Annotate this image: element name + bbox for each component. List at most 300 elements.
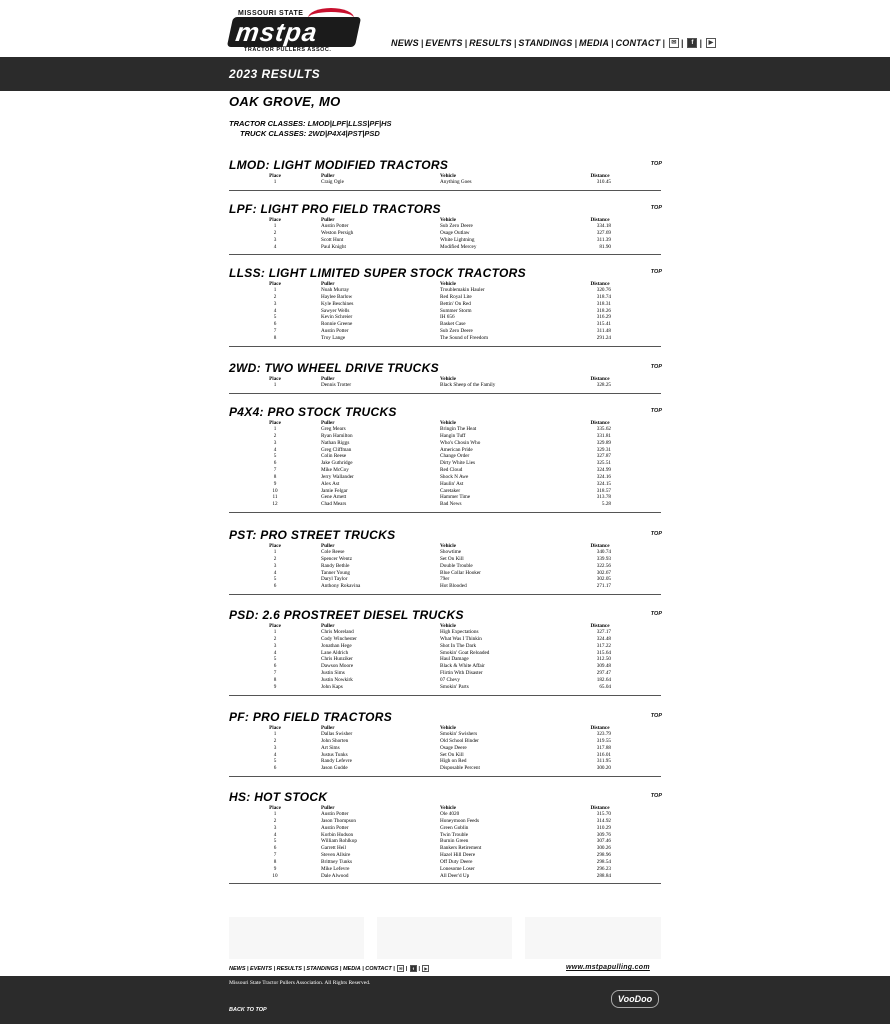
vehicle-cell: Blue Collar Hooker	[440, 569, 481, 576]
column-header-place: Place	[269, 281, 281, 287]
table-row	[229, 433, 625, 440]
distance-cell: 309.76	[596, 831, 611, 838]
results-section	[229, 267, 661, 347]
table-row	[229, 335, 625, 342]
table-row	[229, 873, 625, 880]
distance-cell: 297.47	[596, 670, 611, 677]
distance-cell: 302.67	[596, 569, 611, 576]
logo-main-text: mstpa	[233, 17, 320, 47]
site-header	[0, 0, 890, 57]
column-header-distance: Distance	[590, 420, 610, 426]
place-cell: 1	[273, 223, 277, 229]
class-link-lpf[interactable]: LPF	[331, 119, 346, 128]
vehicle-cell: What Was I Thinkin	[440, 635, 482, 642]
table-row	[229, 765, 625, 772]
place-cell: 3	[273, 439, 277, 446]
vehicle-cell: Shot In The Dark	[440, 642, 477, 649]
puller-cell: Art Sims	[321, 744, 340, 751]
distance-cell: 291.24	[596, 334, 611, 341]
nav-media[interactable]: MEDIA	[579, 38, 610, 48]
puller-cell: Scott Hunt	[321, 236, 344, 243]
place-cell: 5	[273, 453, 277, 460]
vehicle-cell: Red Royal Lite	[440, 293, 472, 300]
site-footer	[0, 976, 890, 1024]
distance-cell: 300.26	[596, 845, 611, 852]
vehicle-cell: Sub Zero Deere	[440, 223, 473, 229]
vehicle-cell: Burnin Green	[440, 838, 469, 845]
sponsor-area	[229, 917, 661, 959]
column-header-place: Place	[269, 173, 281, 179]
vehicle-cell: Haul Damage	[440, 656, 469, 663]
table-row	[229, 223, 625, 230]
place-cell: 1	[273, 382, 277, 388]
distance-cell: 182.64	[596, 676, 611, 683]
vehicle-cell: Old School Binder	[440, 737, 479, 744]
results-section	[229, 791, 661, 884]
top-link[interactable]: TOP	[650, 408, 662, 414]
table-row	[229, 294, 625, 301]
class-link-psd[interactable]: PSD	[364, 129, 380, 138]
table-row	[229, 845, 625, 852]
distance-cell: 329.31	[596, 446, 611, 453]
section-title: 2WD: TWO WHEEL DRIVE TRUCKS	[229, 361, 439, 375]
vehicle-cell: Black Sheep of the Family	[440, 382, 496, 388]
vehicle-cell: Osage Outlaw	[440, 229, 470, 236]
table-row	[229, 467, 625, 474]
table-row	[229, 382, 625, 389]
vehicle-cell: Bringin The Heat	[440, 426, 477, 432]
table-row	[229, 576, 625, 583]
class-link-pst[interactable]: PST	[347, 129, 363, 138]
distance-cell: 300.20	[596, 765, 611, 772]
table-row	[229, 663, 625, 670]
puller-cell: William Rohlkop	[321, 838, 357, 845]
top-link[interactable]: TOP	[650, 364, 662, 370]
puller-cell: Justus Tunks	[321, 751, 348, 758]
results-section	[229, 529, 661, 595]
logo-top-text: MISSOURI STATE	[238, 10, 304, 17]
puller-cell: Dawson Moore	[321, 663, 354, 670]
distance-cell: 81.90	[599, 243, 611, 250]
puller-cell: Dale Alwood	[321, 872, 349, 879]
puller-cell: Troy Lange	[321, 334, 346, 341]
distance-cell: 327.69	[596, 229, 611, 236]
vehicle-cell: Set On Kill	[440, 555, 464, 562]
distance-cell: 318.31	[596, 300, 611, 307]
distance-cell: 315.70	[596, 811, 611, 817]
place-cell: 1	[273, 731, 277, 737]
puller-cell: Austin Potter	[321, 824, 349, 831]
mstpa-logo[interactable]	[230, 10, 360, 52]
vehicle-cell: Change Order	[440, 453, 470, 460]
results-section	[229, 159, 661, 191]
vehicle-cell: Green Goblin	[440, 824, 469, 831]
top-link[interactable]: TOP	[650, 713, 662, 719]
top-link[interactable]: TOP	[650, 611, 662, 617]
vehicle-cell: Basket Case	[440, 321, 466, 328]
table-row	[229, 301, 625, 308]
vehicle-cell: Dirty White Lies	[440, 460, 476, 467]
place-cell: 4	[273, 243, 277, 250]
footer-nav-contact[interactable]: CONTACT	[365, 965, 392, 972]
table-row	[229, 629, 625, 636]
puller-cell: Austin Potter	[321, 811, 349, 817]
distance-cell: 331.81	[596, 432, 611, 439]
distance-cell: 302.05	[596, 576, 611, 583]
place-cell: 2	[273, 737, 277, 744]
column-header-puller: Puller	[321, 725, 335, 731]
vehicle-cell: Double Trouble	[440, 562, 473, 569]
column-header-puller: Puller	[321, 173, 335, 179]
tractor-classes-row: TRACTOR CLASSES: LMOD|LPF|LLSS|PF|HS	[229, 119, 392, 128]
puller-cell: Ronnie Greene	[321, 321, 353, 328]
column-header-puller: Puller	[321, 543, 335, 549]
facebook-icon[interactable]: f	[410, 965, 417, 972]
puller-cell: Weston Persigh	[321, 229, 354, 236]
page-title: 2023 RESULTS	[229, 67, 321, 81]
place-cell: 1	[273, 629, 277, 635]
table-row	[229, 237, 625, 244]
place-cell: 6	[273, 583, 277, 590]
place-cell: 10	[272, 487, 278, 494]
puller-cell: John Kaps	[321, 683, 343, 690]
vehicle-cell: Showtime	[440, 549, 462, 555]
table-row	[229, 636, 625, 643]
class-link-pf[interactable]: PF	[369, 119, 379, 128]
email-icon[interactable]: ✉	[669, 38, 679, 48]
distance-cell: 313.78	[596, 494, 611, 501]
table-row	[229, 643, 625, 650]
place-cell: 1	[273, 811, 277, 817]
results-table	[229, 420, 625, 508]
distance-cell: 314.92	[596, 817, 611, 824]
puller-cell: Ryan Hamilton	[321, 432, 353, 439]
nav-results[interactable]: RESULTS	[469, 38, 512, 48]
table-row	[229, 670, 625, 677]
distance-cell: 307.46	[596, 838, 611, 845]
nav-news[interactable]: NEWS	[391, 38, 419, 48]
footer-nav-events[interactable]: EVENTS	[250, 965, 273, 972]
table-row	[229, 426, 625, 433]
top-link[interactable]: TOP	[650, 269, 662, 275]
section-title: PSD: 2.6 PROSTREET DIESEL TRUCKS	[229, 608, 464, 622]
puller-cell: Garrett Heil	[321, 845, 346, 852]
column-header-puller: Puller	[321, 420, 335, 426]
place-cell: 7	[273, 467, 277, 474]
place-cell: 2	[273, 555, 277, 562]
class-link-2wd[interactable]: 2WD	[308, 129, 326, 138]
place-cell: 6	[273, 321, 277, 328]
results-section	[229, 711, 661, 777]
puller-cell: Haylee Barlow	[321, 293, 353, 300]
nav-events[interactable]: EVENTS	[425, 38, 463, 48]
table-row	[229, 460, 625, 467]
vehicle-cell: 79er	[440, 576, 450, 583]
place-cell: 5	[273, 758, 277, 765]
place-cell: 2	[273, 293, 277, 300]
tractor-classes-label: TRACTOR CLASSES:	[229, 119, 306, 128]
distance-cell: 316.29	[596, 314, 611, 321]
top-link[interactable]: TOP	[650, 793, 662, 799]
class-link-llss[interactable]: LLSS	[348, 119, 368, 128]
results-table	[229, 281, 625, 342]
distance-cell: 311.39	[596, 236, 611, 243]
column-header-distance: Distance	[590, 173, 610, 179]
table-row	[229, 501, 625, 508]
results-table	[229, 623, 625, 691]
distance-cell: 323.79	[596, 731, 611, 737]
distance-cell: 322.56	[596, 562, 611, 569]
class-link-lmod[interactable]: LMOD	[307, 119, 330, 128]
table-row	[229, 179, 625, 186]
place-cell: 7	[273, 670, 277, 677]
puller-cell: Kyle Beschines	[321, 300, 354, 307]
footer-nav-standings[interactable]: STANDINGS	[306, 965, 339, 972]
distance-cell: 298.54	[596, 858, 611, 865]
results-section	[229, 203, 661, 255]
section-title: LPF: LIGHT PRO FIELD TRACTORS	[229, 202, 441, 216]
distance-cell: 318.26	[596, 307, 611, 314]
table-row	[229, 811, 625, 818]
facebook-icon[interactable]: f	[687, 38, 697, 48]
vehicle-cell: Lonesome Loser	[440, 865, 475, 872]
place-cell: 1	[273, 179, 277, 185]
place-cell: 5	[273, 656, 277, 663]
vehicle-cell: Osage Deere	[440, 744, 467, 751]
truck-classes-row: TRUCK CLASSES: 2WD|P4X4|PST|PSD	[240, 129, 380, 138]
distance-cell: 335.62	[596, 426, 611, 432]
table-row	[229, 230, 625, 237]
puller-cell: Nathan Riggs	[321, 439, 350, 446]
distance-cell: 327.87	[596, 453, 611, 460]
vehicle-cell: Who's Chosin Who	[440, 439, 481, 446]
distance-cell: 339.93	[596, 555, 611, 562]
main-nav: NEWS | EVENTS | RESULTS | STANDINGS | MEDIA | CONTACT | ✉ | f | ▶	[391, 38, 716, 48]
puller-cell: Justin Nowkirk	[321, 676, 353, 683]
table-row	[229, 859, 625, 866]
top-link[interactable]: TOP	[650, 161, 662, 167]
sponsor-slot[interactable]	[377, 917, 512, 959]
class-link-hs[interactable]: HS	[381, 119, 392, 128]
youtube-icon[interactable]: ▶	[706, 38, 716, 48]
results-content	[229, 91, 662, 879]
vehicle-cell: Hangin Tuff	[440, 432, 466, 439]
distance-cell: 318.57	[596, 487, 611, 494]
distance-cell: 296.23	[596, 865, 611, 872]
puller-cell: Greg Cliffman	[321, 446, 352, 453]
table-row	[229, 447, 625, 454]
place-cell: 4	[273, 751, 277, 758]
footer-nav-results[interactable]: RESULTS	[276, 965, 302, 972]
distance-cell: 311.95	[596, 758, 611, 765]
table-row	[229, 244, 625, 251]
place-cell: 8	[273, 676, 277, 683]
table-row	[229, 494, 625, 501]
puller-cell: Craig Ogle	[321, 179, 344, 185]
place-cell: 4	[273, 569, 277, 576]
nav-standings[interactable]: STANDINGS	[518, 38, 573, 48]
footer-nav-news[interactable]: NEWS	[229, 965, 246, 972]
section-title: LMOD: LIGHT MODIFIED TRACTORS	[229, 158, 449, 172]
logo-bottom-text: TRACTOR PULLERS ASSOC.	[244, 47, 332, 53]
distance-cell: 317.88	[596, 744, 611, 751]
results-table	[229, 217, 625, 250]
vehicle-cell: Red Cloud	[440, 467, 463, 474]
distance-cell: 316.01	[596, 751, 611, 758]
sponsor-slot[interactable]	[525, 917, 661, 959]
puller-cell: Steven Allsire	[321, 852, 351, 859]
distance-cell: 310.45	[596, 179, 611, 185]
puller-cell: Austin Potter	[321, 223, 349, 229]
puller-cell: Randy Bethle	[321, 562, 350, 569]
puller-cell: Gene Arnett	[321, 494, 347, 501]
distance-cell: 327.17	[596, 629, 611, 635]
place-cell: 1	[273, 287, 277, 293]
table-row	[229, 556, 625, 563]
column-header-place: Place	[269, 543, 281, 549]
distance-cell: 271.17	[596, 583, 611, 590]
vehicle-cell: Caretaker	[440, 487, 461, 494]
place-cell: 8	[273, 473, 277, 480]
footer-nav-media[interactable]: MEDIA	[342, 965, 361, 972]
column-header-vehicle: Vehicle	[440, 420, 456, 426]
place-cell: 4	[273, 446, 277, 453]
puller-cell: Cole Reese	[321, 549, 345, 555]
table-row	[229, 656, 625, 663]
vehicle-cell: Summer Storm	[440, 307, 472, 314]
vehicle-cell: Hazel Hill Deere	[440, 852, 476, 859]
table-row	[229, 488, 625, 495]
place-cell: 1	[273, 549, 277, 555]
puller-cell: John Shorten	[321, 737, 349, 744]
distance-cell: 309.48	[596, 663, 611, 670]
puller-cell: Cody Winchester	[321, 635, 357, 642]
class-link-p4x4[interactable]: P4X4	[327, 129, 346, 138]
table-row	[229, 440, 625, 447]
column-header-vehicle: Vehicle	[440, 281, 456, 287]
distance-cell: 298.96	[596, 852, 611, 859]
puller-cell: Spencer Wentz	[321, 555, 353, 562]
place-cell: 5	[273, 314, 277, 321]
puller-cell: Chris Hunziker	[321, 656, 353, 663]
puller-cell: Daryl Taylor	[321, 576, 348, 583]
vehicle-cell: Flirtin With Disaster	[440, 670, 483, 677]
place-cell: 8	[273, 858, 277, 865]
email-icon[interactable]: ✉	[399, 966, 403, 971]
results-section	[229, 406, 661, 513]
puller-cell: Jonathan Hege	[321, 642, 352, 649]
column-header-vehicle: Vehicle	[440, 543, 456, 549]
place-cell: 2	[273, 229, 277, 236]
column-header-distance: Distance	[590, 281, 610, 287]
puller-cell: Colin Reese	[321, 453, 347, 460]
place-cell: 9	[273, 865, 277, 872]
vehicle-cell: High Expectations	[440, 629, 479, 635]
place-cell: 8	[273, 334, 277, 341]
place-cell: 3	[273, 744, 277, 751]
place-cell: 3	[273, 642, 277, 649]
table-row	[229, 287, 625, 294]
results-table	[229, 376, 625, 389]
title-banner	[0, 57, 890, 91]
distance-cell: 312.50	[596, 656, 611, 663]
puller-cell: Paul Knight	[321, 243, 346, 250]
table-row	[229, 481, 625, 488]
vehicle-cell: Shock N Awe	[440, 473, 469, 480]
column-header-distance: Distance	[590, 623, 610, 629]
table-row	[229, 677, 625, 684]
distance-cell: 324.15	[596, 480, 611, 487]
youtube-icon[interactable]: ▶	[424, 966, 428, 971]
place-cell: 3	[273, 562, 277, 569]
table-row	[229, 563, 625, 570]
column-header-place: Place	[269, 376, 281, 382]
table-row	[229, 314, 625, 321]
site-url-link[interactable]: www.mstpapulling.com	[566, 964, 650, 971]
place-cell: 10	[272, 872, 278, 879]
column-header-puller: Puller	[321, 376, 335, 382]
table-row	[229, 308, 625, 315]
puller-cell: Jason Gudde	[321, 765, 348, 772]
back-to-top-link[interactable]: BACK TO TOP	[229, 1007, 267, 1013]
column-header-vehicle: Vehicle	[440, 376, 456, 382]
copyright-text: Missouri State Tractor Pullers Association. All Rights Reserved.	[229, 980, 371, 986]
puller-cell: Jake Guthridge	[321, 460, 353, 467]
vehicle-cell: Bad News	[440, 501, 462, 508]
vehicle-cell: Black & White Affair	[440, 663, 485, 670]
vehicle-cell: Modified Mercey	[440, 243, 477, 250]
column-header-place: Place	[269, 805, 281, 811]
puller-cell: Korbin Hudson	[321, 831, 354, 838]
column-header-distance: Distance	[590, 543, 610, 549]
distance-cell: 324.48	[596, 635, 611, 642]
vehicle-cell: Set On Kill	[440, 751, 464, 758]
vehicle-cell: 07 Chevy	[440, 676, 461, 683]
puller-cell: Anthony Rokavina	[321, 583, 361, 590]
place-cell: 3	[273, 824, 277, 831]
vehicle-cell: The Sound of Freedom	[440, 334, 488, 341]
table-row	[229, 752, 625, 759]
column-header-distance: Distance	[590, 805, 610, 811]
column-header-puller: Puller	[321, 805, 335, 811]
table-row	[229, 731, 625, 738]
nav-contact[interactable]: CONTACT	[615, 38, 661, 48]
section-title: PF: PRO FIELD TRACTORS	[229, 710, 393, 724]
place-cell: 6	[273, 460, 277, 467]
distance-cell: 5.28	[601, 501, 611, 508]
results-section	[229, 362, 661, 394]
distance-cell: 319.55	[596, 737, 611, 744]
table-row	[229, 684, 625, 691]
puller-cell: Tanner Young	[321, 569, 351, 576]
sponsor-slot[interactable]	[229, 917, 364, 959]
voodoo-credit-logo[interactable]: VooDoo	[611, 990, 659, 1008]
distance-cell: 65.04	[599, 683, 611, 690]
footer-nav: NEWS | EVENTS | RESULTS | STANDINGS | MEDIA | CONTACT | ✉ | f | ▶	[229, 965, 428, 972]
top-link[interactable]: TOP	[650, 205, 662, 211]
table-row	[229, 852, 625, 859]
column-header-place: Place	[269, 217, 281, 223]
distance-cell: 328.25	[596, 382, 611, 388]
table-row	[229, 474, 625, 481]
table-row	[229, 825, 625, 832]
place-cell: 2	[273, 817, 277, 824]
table-row	[229, 818, 625, 825]
table-row	[229, 549, 625, 556]
vehicle-cell: All Deer'd Up	[440, 872, 470, 879]
top-link[interactable]: TOP	[650, 531, 662, 537]
place-cell: 12	[272, 501, 278, 508]
